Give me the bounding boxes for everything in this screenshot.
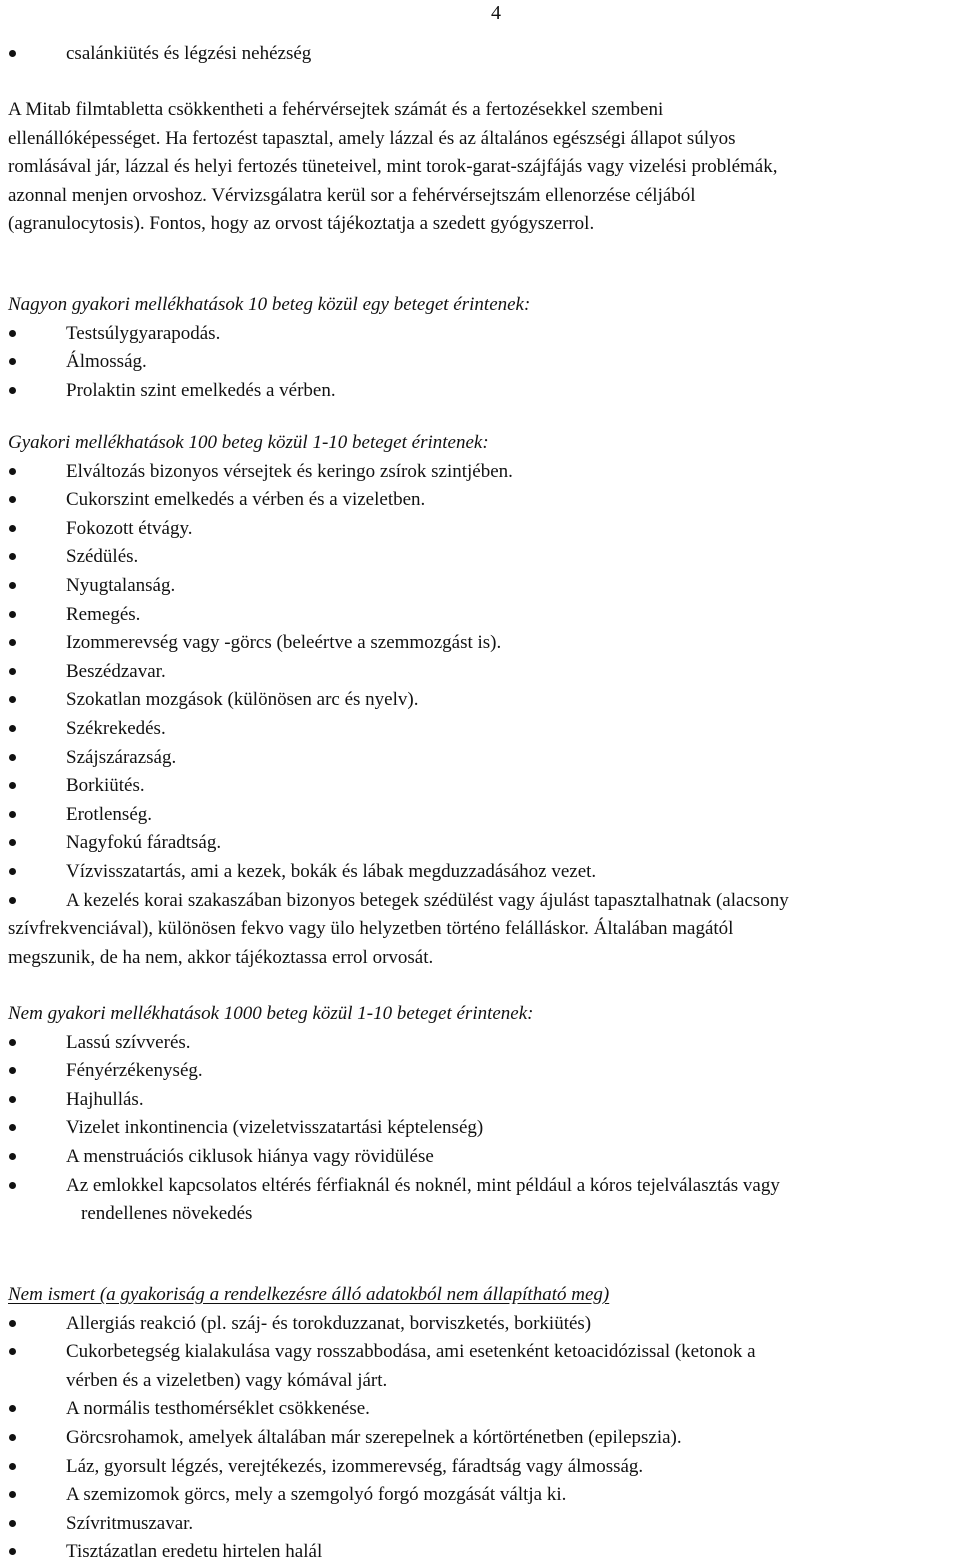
paragraph-line: (agranulocytosis). Fontos, hogy az orvost tájékoztatja a szedett gyógyszerrol. xyxy=(8,213,595,235)
list-item: Vízvisszatartás, ami a kezek, bokák és lábak megduzzadásához vezet. xyxy=(8,858,958,887)
warning-paragraph xyxy=(8,96,958,239)
list-item: Szívritmuszavar. xyxy=(8,1510,958,1539)
section-heading: Gyakori mellékhatások 100 beteg közül 1-10 beteget érintenek: xyxy=(8,432,489,453)
uncommon-section xyxy=(8,1000,958,1229)
list-item: Beszédzavar. xyxy=(8,658,958,687)
list-item: Remegés. xyxy=(8,601,958,630)
list-item-continuation: szívfrekvenciával), különösen fekvo vagy ülo helyzetben történo felálláskor. Általában magától xyxy=(8,918,734,940)
paragraph-line: ellenállóképességet. Ha fertozést tapasztal, amely lázzal és az általános egészségi állapot súlyos xyxy=(8,127,736,149)
list-item-long: A kezelés korai szakaszában bizonyos betegek szédülést vagy ájulást tapasztalhatnak (alacsony xyxy=(8,887,958,916)
section-heading: Nagyon gyakori mellékhatások 10 beteg közül egy beteget érintenek: xyxy=(8,294,531,315)
list-item: Láz, gyorsult légzés, verejtékezés, izommerevség, fáradtság vagy álmosság. xyxy=(8,1453,958,1482)
list-item: Hajhullás. xyxy=(8,1086,958,1115)
paragraph-line: romlásával jár, lázzal és helyi fertozés tüneteivel, mint torok-garat-szájfájás vagy vizelési problémák, xyxy=(8,156,778,178)
unknown-section xyxy=(8,1281,958,1567)
list-item: Izommerevség vagy -görcs (beleértve a szemmozgást is). xyxy=(8,629,958,658)
list-item: Nagyfokú fáradtság. xyxy=(8,829,958,858)
list-item: Erotlenség. xyxy=(8,801,958,830)
list-item: csalánkiütés és légzési nehézség xyxy=(8,40,958,69)
paragraph-line: A Mitab filmtabletta csökkentheti a fehérvérsejtek számát és a fertozésekkel szembeni xyxy=(8,99,664,120)
common-section xyxy=(8,429,958,972)
list-item: Lassú szívverés. xyxy=(8,1029,958,1058)
list-item: Elváltozás bizonyos vérsejtek és keringo zsírok szintjében. xyxy=(8,458,958,487)
list-item: A normális testhomérséklet csökkenése. xyxy=(8,1395,958,1424)
very-common-section xyxy=(8,291,958,405)
list-item: Álmosság. xyxy=(8,348,958,377)
list-item: Fokozott étvágy. xyxy=(8,515,958,544)
list-item-long: Az emlokkel kapcsolatos eltérés férfiaknál és noknél, mint például a kóros tejelválasztás vagy xyxy=(8,1172,958,1201)
list-item: Testsúlygyarapodás. xyxy=(8,320,958,349)
list-item: Tisztázatlan eredetu hirtelen halál xyxy=(8,1538,958,1567)
list-item: Nyugtalanság. xyxy=(8,572,958,601)
list-item-continuation: vérben és a vizeletben) vagy kómával járt. xyxy=(66,1369,388,1391)
list-item: Vizelet inkontinencia (vizeletvisszatartási képtelenség) xyxy=(8,1114,958,1143)
section-heading: Nem gyakori mellékhatások 1000 beteg közül 1-10 beteget érintenek: xyxy=(8,1003,534,1024)
list-item: Szokatlan mozgások (különösen arc és nyelv). xyxy=(8,686,958,715)
list-item: A menstruációs ciklusok hiánya vagy rövidülése xyxy=(8,1143,958,1172)
page-number: 4 xyxy=(491,2,501,24)
section-heading: Nem ismert (a gyakoriság a rendelkezésre álló adatokból nem állapítható meg) xyxy=(8,1284,610,1305)
list-item-continuation: rendellenes növekedés xyxy=(81,1203,253,1225)
list-item: Fényérzékenység. xyxy=(8,1057,958,1086)
list-item-continuation: megszunik, de ha nem, akkor tájékoztassa errol orvosát. xyxy=(8,946,434,968)
list-item: Borkiütés. xyxy=(8,772,958,801)
intro-list xyxy=(8,40,958,69)
list-item: A szemizomok görcs, mely a szemgolyó forgó mozgását váltja ki. xyxy=(8,1481,958,1510)
list-item: Szájszárazság. xyxy=(8,744,958,773)
list-item: Székrekedés. xyxy=(8,715,958,744)
list-item: Prolaktin szint emelkedés a vérben. xyxy=(8,377,958,406)
list-item: Cukorszint emelkedés a vérben és a vizeletben. xyxy=(8,486,958,515)
list-item: Görcsrohamok, amelyek általában már szerepelnek a kórtörténetben (epilepszia). xyxy=(8,1424,958,1453)
list-item: Szédülés. xyxy=(8,543,958,572)
list-item-long: Cukorbetegség kialakulása vagy rosszabbodása, ami esetenként ketoacidózissal (ketonok a xyxy=(8,1338,958,1367)
list-item: Allergiás reakció (pl. száj- és torokduzzanat, borviszketés, borkiütés) xyxy=(8,1310,958,1339)
paragraph-line: azonnal menjen orvoshoz. Vérvizsgálatra kerül sor a fehérvérsejtszám ellenorzése céljából xyxy=(8,184,696,206)
